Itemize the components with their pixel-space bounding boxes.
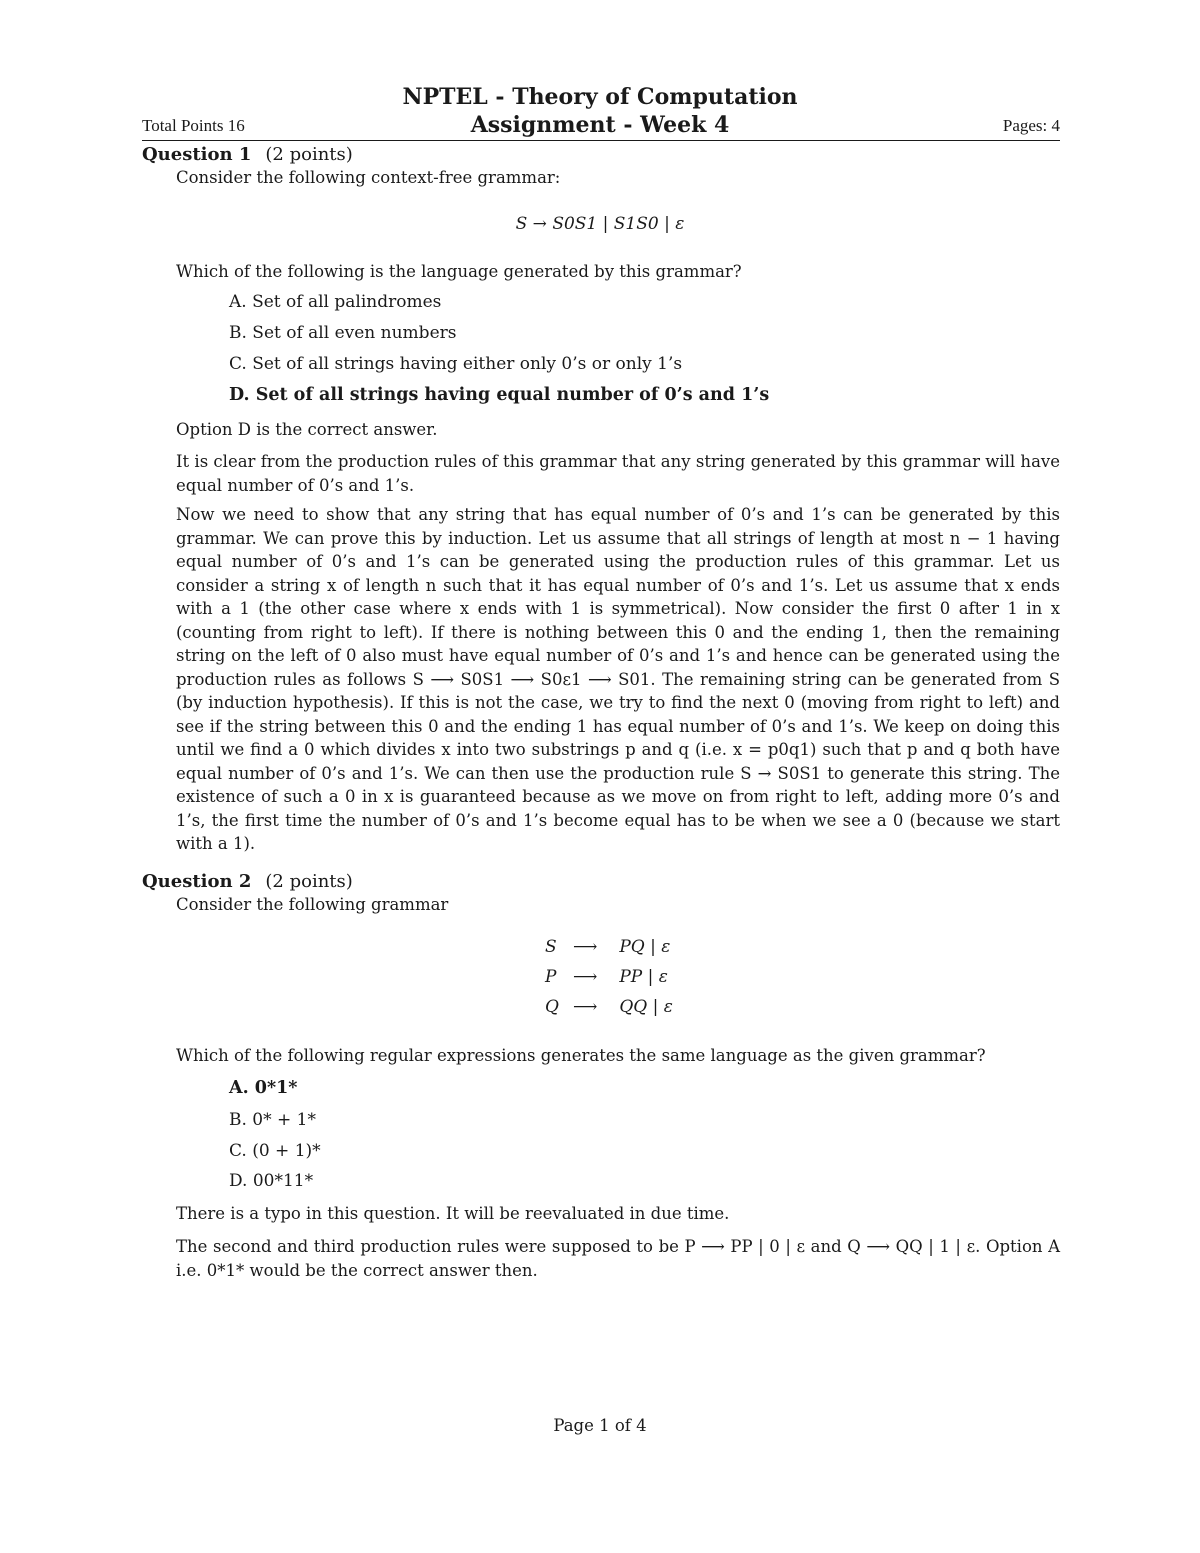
rule-arrow: ⟶ xyxy=(572,967,598,987)
question-1-option-b: B. Set of all even numbers xyxy=(229,323,457,343)
question-1-explanation-1: It is clear from the production rules of this grammar that any string generated by this grammar will have equal number of 0’s and 1’s. xyxy=(176,452,1060,495)
question-1-option-a: A. Set of all palindromes xyxy=(229,292,442,312)
grammar-rule xyxy=(545,992,687,1022)
question-2-points: (2 points) xyxy=(265,871,353,892)
question-2-typo-note: There is a typo in this question. It will be reevaluated in due time. xyxy=(176,1204,730,1223)
question-1-label: Question 1 xyxy=(142,144,252,165)
document-title: NPTEL - Theory of Computation xyxy=(402,84,798,110)
rule-rhs: PP | ε xyxy=(619,967,668,987)
rule-rhs: QQ | ε xyxy=(619,997,673,1017)
rule-lhs: P xyxy=(545,967,557,987)
question-2-intro: Consider the following grammar xyxy=(176,895,449,914)
question-2-prompt: Which of the following regular expressions generates the same language as the given grammar? xyxy=(176,1046,986,1065)
question-2-option-c: C. (0 + 1)* xyxy=(229,1141,321,1161)
question-1-heading xyxy=(142,144,353,165)
question-1-answer: Option D is the correct answer. xyxy=(176,420,438,439)
question-1-grammar: S → S0S1 | S1S0 | ε xyxy=(515,214,685,234)
question-1-points: (2 points) xyxy=(265,144,353,165)
question-2-heading xyxy=(142,871,353,892)
question-2-option-d: D. 00*11* xyxy=(229,1171,314,1191)
rule-arrow: ⟶ xyxy=(572,937,598,957)
rule-rhs: PQ | ε xyxy=(619,937,671,957)
grammar-rule xyxy=(545,962,687,992)
total-points: Total Points 16 xyxy=(142,116,245,135)
rule-lhs: S xyxy=(545,937,557,957)
assignment-title: Assignment - Week 4 xyxy=(470,112,730,138)
question-2-grammar xyxy=(545,932,687,1022)
question-2-option-b: B. 0* + 1* xyxy=(229,1110,316,1130)
rule-arrow: ⟶ xyxy=(572,997,598,1017)
question-2-correction: The second and third production rules were supposed to be P ⟶ PP | 0 | ε and Q ⟶ QQ | 1 | ε. Option A i.e. 0*1* would be the correct answer then. xyxy=(176,1237,1060,1280)
question-1-intro: Consider the following context-free grammar: xyxy=(176,168,561,187)
page-footer: Page 1 of 4 xyxy=(553,1416,647,1435)
grammar-rule xyxy=(545,932,687,962)
rule-lhs: Q xyxy=(545,997,559,1017)
question-2-option-a: A. 0*1* xyxy=(229,1078,298,1098)
question-1-prompt: Which of the following is the language generated by this grammar? xyxy=(176,262,742,281)
page-count: Pages: 4 xyxy=(1002,116,1060,135)
question-1-option-c: C. Set of all strings having either only 0’s or only 1’s xyxy=(229,354,683,374)
header-rule xyxy=(142,140,1060,141)
question-1-option-d: D. Set of all strings having equal number of 0’s and 1’s xyxy=(229,385,770,405)
question-2-label: Question 2 xyxy=(142,871,252,892)
question-1-explanation-2: Now we need to show that any string that has equal number of 0’s and 1’s can be generated by this grammar. We can prove this by induction. Let us assume that all strings of length at most n − 1 having equal number of 0’s and 1’s can be generated using the production rules of this grammar. Let us consider a string x of length n such that it has equal number of 0’s and 1’s. Let us assume that x ends with a 1 (the other case where x ends with 1 is symmetrical). Now consider the first 0 after 1 in x (counting from right to left). If there is nothing between this 0 and the ending 1, then the remaining string on the left of 0 also must have equal number of 0’s and 1’s and hence can be generated using the production rules as follows S ⟶ S0S1 ⟶ S0ε1 ⟶ S01. The remaining string can be generated from S (by induction hypothesis). If this is not the case, we try to find the next 0 (moving from right to left) and see if the string between this 0 and the ending 1 has equal number of 0’s and 1’s. We keep on doing this until we find a 0 which divides x into two substrings p and q (i.e. x = p0q1) such that p and q both have equal number of 0’s and 1’s. We can then use the production rule S → S0S1 to generate this string. The existence of such a 0 in x is guaranteed because as we move on from right to left, adding more 0’s and 1’s, the first time the number of 0’s and 1’s become equal has to be when we see a 0 (because we start with a 1). xyxy=(176,505,1060,853)
